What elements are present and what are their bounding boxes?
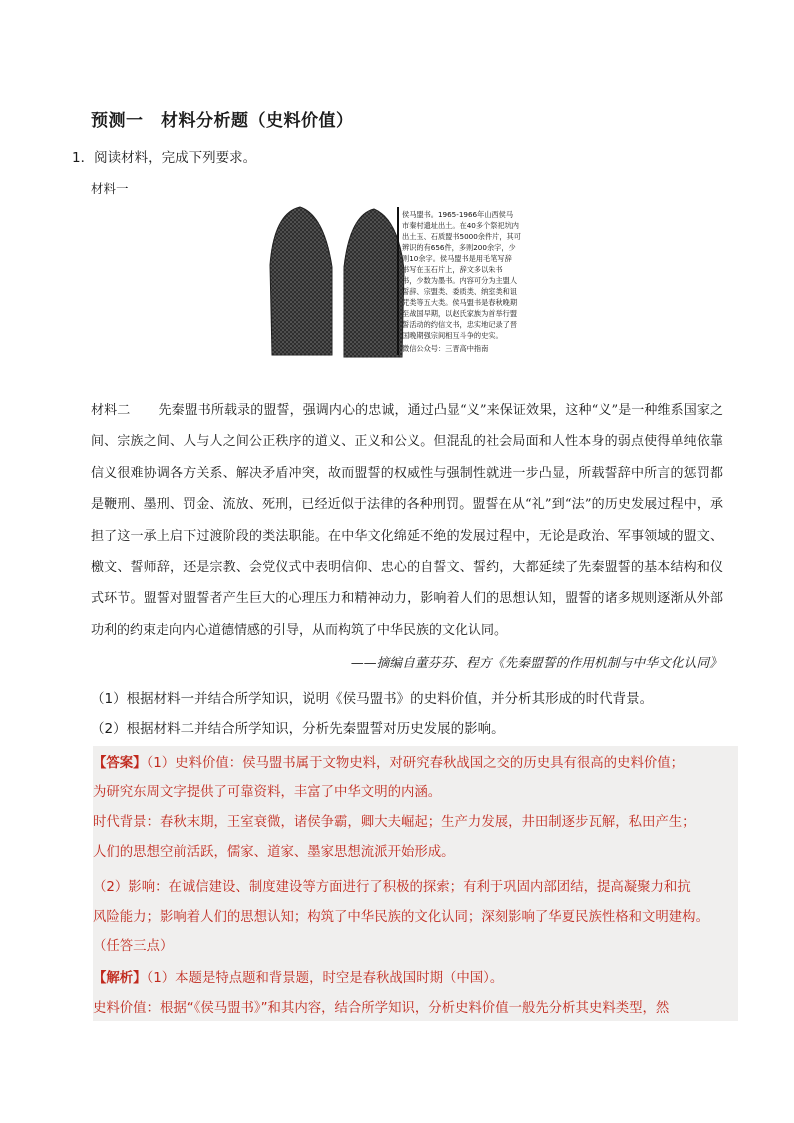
figure-caption (402, 210, 521, 353)
material-two-text: 先秦盟书所载录的盟誓，强调内心的忠诚，通过凸显“义”来保证效果，这种“义”是一种维系国家之间、宗族之间、人与人之间公正秩序的道义、正义和公义。但混乱的社会局面和人性本身的弱点使得单纯依靠信义很难协调各方关系、解决矛盾冲突，故而盟誓的权威性与强制性就进一步凸显，所载誓辞中所言的惩罚都是鞭刑、墨刑、罚金、流放、死刑，已经近似于法律的各种刑罚。盟誓在从“礼”到“法”的历史发展过程中，承担了这一承上启下过渡阶段的类法职能。在中华文化绵延不绝的发展过程中，无论是政治、军事领域的盟文、檄文、誓师辞，还是宗教、会党仪式中表明信仰、忠心的自誓文、誓约，大都延续了先秦盟誓的基本结构和仪式环节。盟誓对盟誓者产生巨大的心理压力和精神动力，影响着人们的思想认知，盟誓的诸多规则逐渐从外部功利的约束走向内心道德情感的引导，从而构筑了中华民族的文化认同。 (91, 403, 723, 638)
analysis-tag: 【解析】 (93, 971, 147, 986)
caption-line: 至战国早期，以赵氏家族为首举行盟 (402, 309, 518, 318)
material-two (91, 395, 723, 646)
caption-line: 辨识的有656件，多则200余字，少 (402, 243, 516, 252)
answer-line: 为研究东周文字提供了可靠资料，丰富了中华文明的内涵。 (93, 785, 442, 800)
analysis-text: （1）本题是特点题和背景题，时空是春秋战国时期（中国）。 (146, 971, 504, 986)
analysis-line: 史料价值：根据“《侯马盟书》”和其内容，结合所学知识，分析史料价值一般先分析其史料类型，然 (93, 1001, 670, 1016)
citation-source: ——摘编自董芬芬、程方《先秦盟誓的作用机制与中华文化认同》 (350, 656, 722, 671)
stone-tablet-right (344, 209, 404, 357)
answer-line: 风险能力；影响着人们的思想认知；构筑了中华民族的文化认同；深刻影响了华夏民族性格和文明建构。 (93, 910, 709, 925)
answer-tag: 【答案】 (93, 756, 147, 771)
caption-line: 侯马盟书。1965-1966年山西侯马 (402, 210, 514, 219)
answer-line: 人们的思想空前活跃，儒家、道家、墨家思想流派开始形成。 (93, 845, 455, 860)
caption-line: 书写在玉石片上，辞文多以朱书 (402, 265, 503, 274)
material-one-label: 材料一 (91, 181, 129, 196)
caption-line: 国晚期强宗间相互斗争的史实。 (402, 331, 503, 340)
sub-question-1: （1）根据材料一并结合所学知识，说明《侯马盟书》的史料价值，并分析其形成的时代背景。 (91, 691, 654, 707)
answer-line: 时代背景：春秋末期，王室衰微，诸侯争霸，卿大夫崛起；生产力发展，井田制逐步瓦解，私田产生； (93, 815, 696, 830)
answer-text: （1）史料价值：侯马盟书属于文物史料，对研究春秋战国之交的历史具有很高的史料价值； (146, 756, 685, 771)
caption-line: 书，少数为墨书。内容可分为主盟人 (402, 276, 518, 285)
section-title: 预测一 材料分析题（史料价值） (91, 111, 354, 131)
sub-question-2: （2）根据材料二并结合所学知识，分析先秦盟誓对历史发展的影响。 (91, 721, 505, 737)
material-two-label: 材料二 (91, 403, 131, 418)
answer-line: （任答三点） (93, 939, 174, 954)
caption-line: 咒类等五大类。侯马盟书是春秋晚期 (402, 298, 518, 307)
answer-line: （2）影响：在诚信建设、制度建设等方面进行了积极的探索；有利于巩固内部团结，提高凝聚力和抗 (93, 880, 691, 895)
question-prompt: 1．阅读材料，完成下列要求。 (72, 150, 257, 166)
stone-tablet-left (270, 207, 332, 355)
houma-covenant-figure (262, 205, 582, 365)
analysis-line (93, 967, 503, 986)
caption-line: 微信公众号：三晋高中指南 (402, 344, 489, 353)
caption-line: 市秦村遗址出土。在40多个祭祀坑内 (402, 221, 519, 230)
caption-line: 出土玉、石质盟书5000余件片，其可 (402, 232, 521, 241)
caption-line: 誓活动的约信文书，忠实地记录了晋 (402, 320, 518, 329)
caption-line: 则10余字。侯马盟书是用毛笔写辞 (402, 254, 512, 263)
answer-line (93, 752, 684, 771)
caption-line: 誓辞、宗盟类、委质类、纳室类和诅 (402, 287, 518, 296)
